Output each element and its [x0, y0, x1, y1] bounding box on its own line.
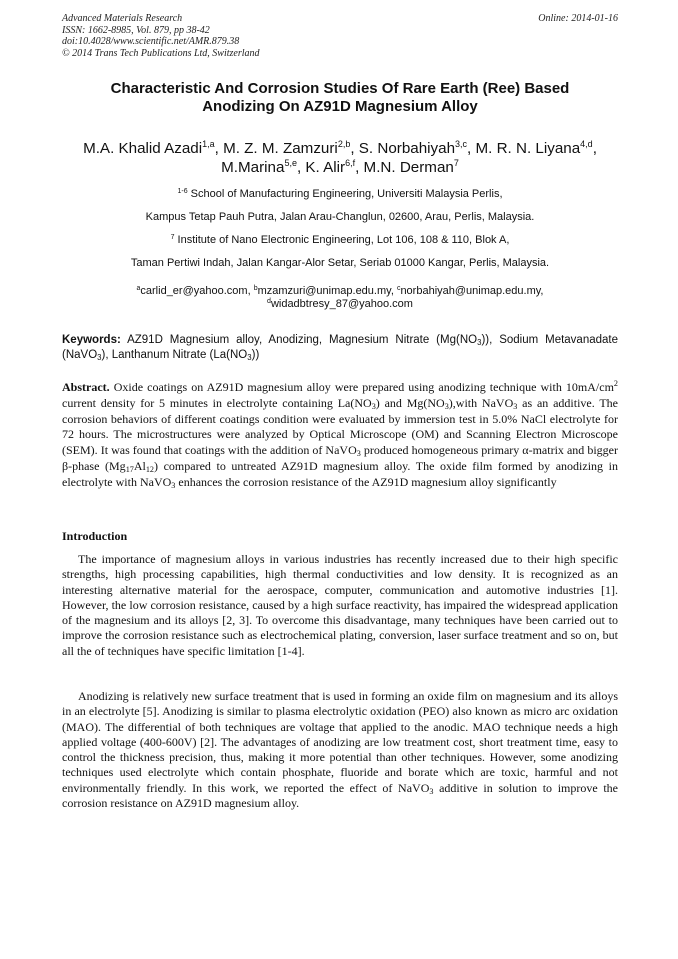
email-sup: c: [396, 285, 401, 292]
title-line-1: Characteristic And Corrosion Studies Of Rare Earth (Ree) Based: [110, 80, 570, 97]
author-name: M.N. Derman: [363, 159, 454, 176]
doi-line: doi:10.4028/www.scientific.net/AMR.879.38: [62, 36, 240, 47]
section-heading-introduction: Introduction: [62, 529, 128, 543]
keywords-text: )): [251, 348, 260, 361]
author-list: [62, 139, 618, 177]
abstract-text: ) and Mg(NO: [375, 395, 445, 410]
page-header: [62, 13, 618, 59]
email-address: widadbtresy_87@yahoo.com: [270, 298, 413, 310]
subscript: 3: [247, 352, 252, 362]
affiliation-line: Kampus Tetap Pauh Putra, Jalan Arau-Changlun, 02600, Arau, Perlis, Malaysia.: [145, 211, 535, 223]
author-name: S. Norbahiyah: [358, 140, 456, 157]
author-separator: ,: [355, 159, 364, 176]
author-name: M.A. Khalid Azadi: [83, 140, 203, 157]
affiliation-line: Taman Pertiwi Indah, Jalan Kangar-Alor Setar, Seriab 01000 Kangar, Perlis, Malaysia.: [130, 257, 550, 269]
author-name: M. Z. M. Zamzuri: [223, 140, 338, 157]
author-separator: ,: [214, 140, 224, 157]
email-address: mzamzuri@unimap.edu.my,: [257, 285, 397, 297]
author-affil-sup: 1,a: [202, 139, 215, 149]
subscript: 3: [97, 352, 102, 362]
author-name: M.Marina: [221, 159, 285, 176]
author-affil-sup: 4,d: [580, 139, 593, 149]
email-sup: a: [136, 285, 141, 292]
abstract-text: as an additive. The corrosion behaviors of different coatings condition were evaluated by immersion test in 5.0% NaCl electrolyte for 72 hours. The microstructures were analyzed by Optical Microscope (OM) and Scanning Electron Microscope (SEM). It was found that coatings with the addition of NaVO: [62, 395, 618, 458]
abstract-text: Oxide coatings on AZ91D magnesium alloy were prepared using anodizing technique with 10mA/cm: [109, 380, 614, 394]
abstract-text: enhances the corrosion resistance of the AZ91D magnesium alloy significantly: [175, 474, 557, 489]
abstract-label: Abstract.: [62, 380, 110, 394]
author-affil-sup: 5,e: [284, 158, 297, 168]
affiliation-line: Institute of Nano Electronic Engineering, Lot 106, 108 & 110, Blok A,: [174, 234, 510, 246]
keywords-text: ), Lanthanum Nitrate (La(NO: [101, 348, 248, 361]
author-affil-sup: 6,f: [345, 158, 356, 168]
author-affil-sup: 2,b: [337, 139, 351, 149]
author-affil-sup: 3,c: [455, 139, 468, 149]
abstract-text: produced homogeneous primary α-matrix and bigger β-phase (Mg: [62, 443, 618, 473]
affiliation-sup: 1-6: [177, 188, 188, 195]
abstract-text: ),with NaVO: [448, 395, 514, 410]
subscript: 3: [371, 401, 376, 411]
email-address: norbahiyah@unimap.edu.my,: [400, 285, 544, 297]
copyright-line: © 2014 Trans Tech Publications Ltd, Switzerland: [62, 47, 260, 59]
subscript: 3: [356, 449, 361, 459]
paper-title: [62, 80, 618, 116]
author-separator: ,: [592, 140, 597, 157]
author-separator: ,: [296, 159, 306, 176]
affiliation-1: [62, 188, 618, 224]
intro-paragraph-2: [62, 689, 618, 811]
affiliation-2: [62, 234, 618, 270]
superscript: 2: [613, 379, 618, 388]
subscript: 3: [444, 401, 449, 411]
abstract-text: Al: [133, 458, 146, 473]
issn-line: ISSN: 1662-8985, Vol. 879, pp 38-42: [62, 24, 210, 36]
keywords-text: AZ91D Magnesium alloy, Anodizing, Magnesium Nitrate (Mg(NO: [120, 334, 478, 346]
affiliation-sup: 7: [170, 234, 175, 241]
author-name: K. Alir: [305, 159, 346, 176]
subscript: 3: [429, 786, 434, 796]
affiliation-line: School of Manufacturing Engineering, Universiti Malaysia Perlis,: [187, 188, 503, 200]
paragraph-text: Anodizing is relatively new surface treatment that is used in forming an oxide film on magnesium and its alloys in an electrolyte [5]. Anodizing is similar to plasma electrolytic oxidation (PEO) also known as micro arc oxidation (MAO). The differential of both techniques are voltage that applied to the anodic. MAO technique needs a high applied voltage (400-600V) [2]. The advantages of anodizing are low treatment cost, short treatment time, easy to control the thickness precision, thus, making it more potential than other techniques. However, some anodizing techniques used electrolyte which contain phosphate, fluoride and borate which are toxic, harmful and not environmentally friendly. In this work, we reported the effect of NaVO: [62, 689, 618, 795]
email-address: carlid_er@yahoo.com,: [140, 285, 254, 297]
author-separator: ,: [350, 140, 359, 157]
subscript: 3: [513, 401, 518, 411]
paragraph-text: additive in solution to improve the corrosion resistance on AZ91D magnesium alloy.: [62, 780, 618, 811]
author-affil-sup: 7: [453, 158, 459, 168]
abstract: [62, 380, 618, 491]
author-name: M. R. N. Liyana: [475, 140, 581, 157]
email-list: [62, 285, 618, 311]
intro-paragraph-1: The importance of magnesium alloys in various industries has recently increased due to their high specific strengths, high processing capabilities, high thermal conductivities and low density. It is recognized as an interesting alternative material for the aerospace, computer, communication and automotive industries [1]. However, the low corrosion resistance, caused by a high surface reactivity, has impaired the widespread application of the magnesium and its alloys [2, 3]. To overcome this disadvantage, many techniques have been carried out to improve the corrosion resistance such as electrochemical plating, conversion, laser surface treatment and so on, but all the of techniques have specific limitation [1-4].: [62, 552, 618, 658]
subscript: 12: [145, 464, 154, 474]
subscript: 3: [171, 480, 176, 490]
email-sup: d: [267, 298, 271, 305]
subscript: 3: [477, 338, 482, 347]
title-line-2: Anodizing On AZ91D Magnesium Alloy: [202, 98, 478, 115]
keywords-text: )), Sodium Metavanadate (NaVO: [62, 334, 619, 361]
abstract-text: current density for 5 minutes in electrolyte containing La(NO: [62, 395, 372, 410]
email-sup: b: [253, 285, 258, 292]
keywords-label: Keywords:: [62, 334, 121, 346]
author-separator: ,: [467, 140, 476, 157]
abstract-text: ) compared to untreated AZ91D magnesium alloy. The oxide film formed by anodizing in electrolyte with NaVO: [62, 458, 618, 489]
keywords: [62, 333, 618, 362]
journal-name: Advanced Materials Research: [62, 13, 183, 24]
subscript: 17: [125, 464, 134, 474]
online-date: Online: 2014-01-16: [538, 13, 618, 24]
